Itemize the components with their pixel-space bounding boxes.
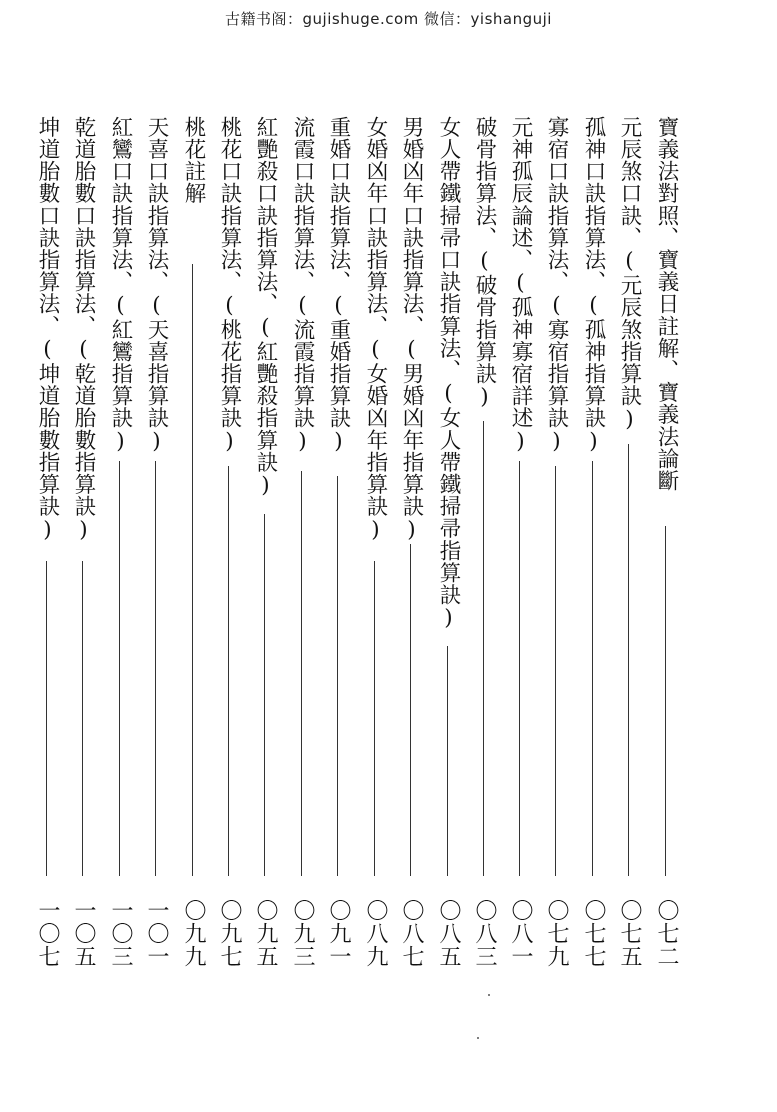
toc-entry [68, 116, 98, 976]
toc-entry [287, 116, 317, 976]
toc-entry-page: 〇七九 [544, 899, 569, 968]
toc-entry-page: 〇八三 [472, 899, 497, 968]
scan-speck [477, 1037, 479, 1039]
toc-entry-page: 一〇一 [144, 899, 169, 968]
dotted-leader [264, 514, 265, 876]
dotted-leader [410, 544, 411, 876]
toc-entry [360, 116, 390, 976]
toc-entry [541, 116, 571, 976]
toc-entry-page: 〇八七 [399, 899, 424, 968]
toc-entry-title: 元辰煞口訣、(元辰煞指算訣) [617, 116, 642, 433]
toc-entry [651, 116, 681, 976]
scan-speck [488, 994, 490, 996]
toc-entry-page: 〇九五 [253, 899, 278, 968]
dotted-leader [301, 471, 302, 876]
toc-entry-title: 乾道胎數口訣指算法、(乾道胎數指算訣) [71, 116, 96, 543]
toc-entry [141, 116, 171, 976]
toc-entry-title: 紅鸞口訣指算法、(紅鸞指算訣) [108, 116, 133, 455]
toc-entry [396, 116, 426, 976]
toc-entry-title: 破骨指算法、(破骨指算訣) [472, 116, 497, 411]
dotted-leader [592, 461, 593, 876]
dotted-leader [628, 444, 629, 876]
toc-entry-page: 一〇五 [71, 899, 96, 968]
toc-entry-title: 流霞口訣指算法、(流霞指算訣) [290, 116, 315, 455]
toc-entry-page: 〇七二 [654, 899, 679, 968]
dotted-leader [119, 461, 120, 876]
toc-entry-title: 桃花註解 [181, 116, 206, 205]
toc-entry [469, 116, 499, 976]
toc-entry-title: 元神孤辰論述、(孤神寡宿詳述) [508, 116, 533, 455]
toc-entry [250, 116, 280, 976]
toc-entry-title: 寶義法對照、寶義日註解、寶義法論斷 [654, 116, 679, 492]
toc-entry-title: 孤神口訣指算法、(孤神指算訣) [581, 116, 606, 455]
toc-entry-page: 〇九三 [290, 899, 315, 968]
toc-entry-title: 重婚口訣指算法、(重婚指算訣) [326, 116, 351, 455]
toc-entry-title: 男婚凶年口訣指算法、(男婚凶年指算訣) [399, 116, 424, 543]
toc-entry [614, 116, 644, 976]
toc-entry [578, 116, 608, 976]
toc-entry-title: 桃花口訣指算法、(桃花指算訣) [217, 116, 242, 455]
toc-entry-page: 〇七五 [617, 899, 642, 968]
toc-entry-title: 女人帶鐵掃帚口訣指算法、(女人帶鐵掃帚指算訣) [436, 116, 461, 632]
toc-entry-page: 一〇三 [108, 899, 133, 968]
toc-entry-page: 〇九九 [181, 899, 206, 968]
toc-entry-page: 〇九一 [326, 899, 351, 968]
dotted-leader [228, 466, 229, 876]
dotted-leader [665, 526, 666, 876]
dotted-leader [192, 264, 193, 876]
toc-entry-title: 寡宿口訣指算法、(寡宿指算訣) [544, 116, 569, 455]
dotted-leader [519, 461, 520, 876]
toc-entry [505, 116, 535, 976]
toc-entry [433, 116, 463, 976]
dotted-leader [337, 476, 338, 876]
toc-entry-page: 〇八九 [363, 899, 388, 968]
dotted-leader [555, 466, 556, 876]
dotted-leader [447, 646, 448, 876]
dotted-leader [46, 561, 47, 876]
dotted-leader [155, 461, 156, 876]
toc-entry [214, 116, 244, 976]
toc-entry-title: 天喜口訣指算法、(天喜指算訣) [144, 116, 169, 455]
dotted-leader [82, 561, 83, 876]
toc-entry-page: 一〇七 [35, 899, 60, 968]
toc-entry-title: 女婚凶年口訣指算法、(女婚凶年指算訣) [363, 116, 388, 543]
dotted-leader [374, 561, 375, 876]
toc-entry [323, 116, 353, 976]
toc-entry [32, 116, 62, 976]
toc-entry [105, 116, 135, 976]
toc-entry-page: 〇九七 [217, 899, 242, 968]
watermark-text: 古籍书阁：gujishuge.com 微信：yishanguji [225, 10, 552, 28]
dotted-leader [483, 421, 484, 876]
toc-entry-title: 坤道胎數口訣指算法、(坤道胎數指算訣) [35, 116, 60, 543]
toc-entry [178, 116, 208, 976]
toc-entry-page: 〇八一 [508, 899, 533, 968]
toc-entry-page: 〇八五 [436, 899, 461, 968]
toc-entry-page: 〇七七 [581, 899, 606, 968]
toc-entry-title: 紅艷殺口訣指算法、(紅艷殺指算訣) [253, 116, 278, 499]
